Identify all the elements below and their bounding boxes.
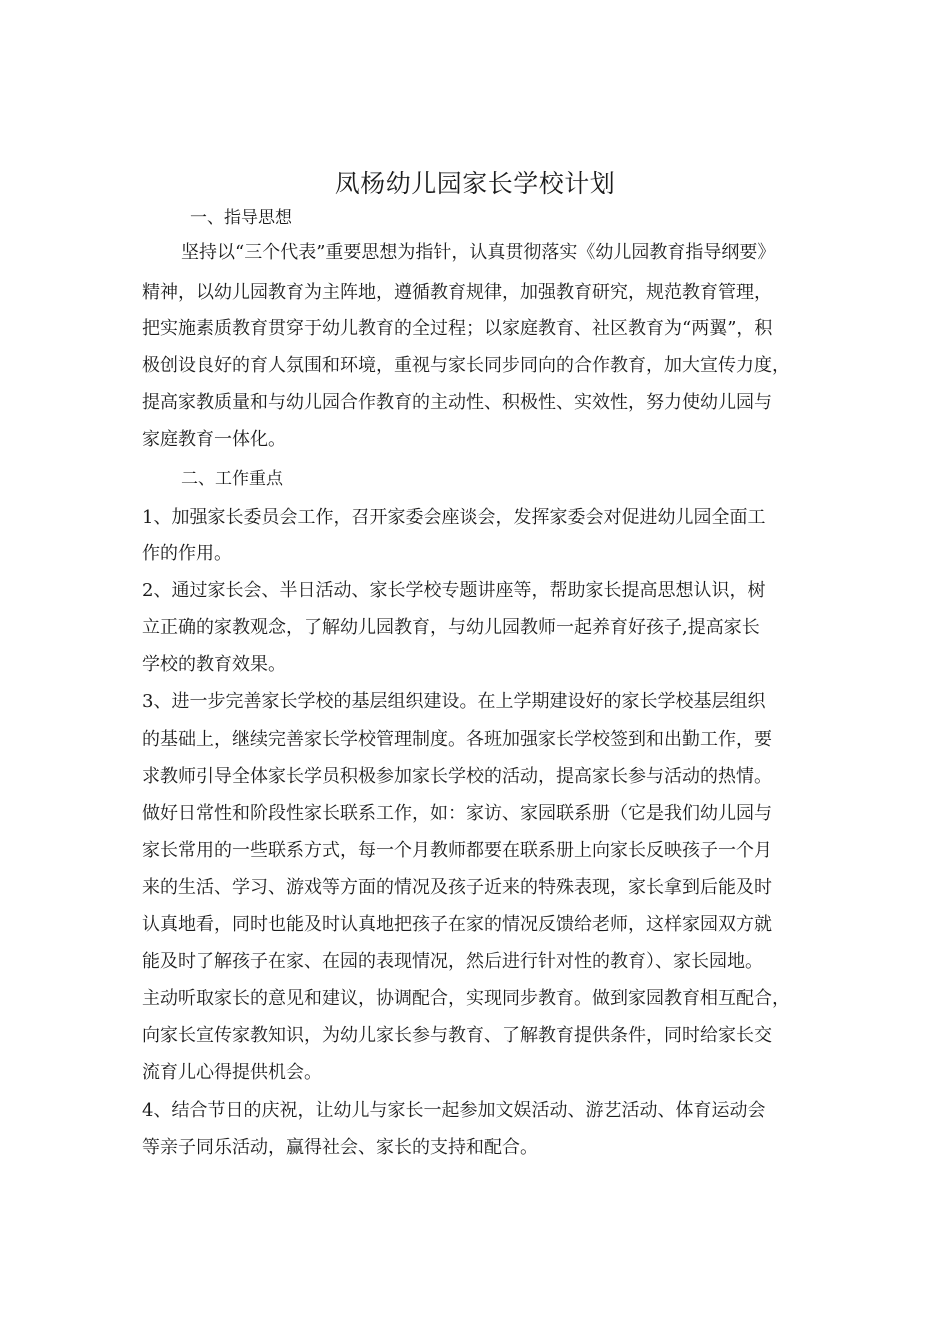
list-item-line: 主动听取家长的意见和建议，协调配合，实现同步教育。做到家园教育相互配合， bbox=[142, 988, 790, 1009]
list-item-line: 4、结合节日的庆祝，让幼儿与家长一起参加文娱活动、游艺活动、体育运动会 bbox=[142, 1100, 766, 1121]
list-item-line: 来的生活、学习、游戏等方面的情况及孩子近来的特殊表现，家长拿到后能及时 bbox=[142, 877, 772, 898]
section-heading-work-focus: 二、工作重点 bbox=[181, 469, 283, 489]
list-item-line: 作的作用。 bbox=[142, 543, 232, 564]
paragraph-line: 把实施素质教育贯穿于幼儿教育的全过程；以家庭教育、社区教育为“两翼”，积 bbox=[142, 318, 773, 339]
paragraph-line: 家庭教育一体化。 bbox=[142, 429, 286, 450]
list-item-line: 3、进一步完善家长学校的基层组织建设。在上学期建设好的家长学校基层组织 bbox=[142, 691, 766, 712]
paragraph-line: 坚持以“三个代表”重要思想为指针，认真贯彻落实《幼儿园教育指导纲要》 bbox=[181, 242, 776, 263]
list-item-line: 2、通过家长会、半日活动、家长学校专题讲座等，帮助家长提高思想认识，树 bbox=[142, 580, 766, 601]
paragraph-line: 极创设良好的育人氛围和环境，重视与家长同步同向的合作教育，加大宣传力度， bbox=[142, 355, 790, 376]
list-item-line: 1、加强家长委员会工作，召开家委会座谈会，发挥家委会对促进幼儿园全面工 bbox=[142, 507, 766, 528]
list-item-line: 家长常用的一些联系方式，每一个月教师都要在联系册上向家长反映孩子一个月 bbox=[142, 840, 772, 861]
paragraph-line: 提高家教质量和与幼儿园合作教育的主动性、积极性、实效性，努力使幼儿园与 bbox=[142, 392, 772, 413]
list-item-line: 流育儿心得提供机会。 bbox=[142, 1062, 322, 1083]
list-item-line: 学校的教育效果。 bbox=[142, 654, 286, 675]
document-title: 凤杨幼儿园家长学校计划 bbox=[334, 169, 616, 198]
list-item-line: 向家长宣传家教知识，为幼儿家长参与教育、了解教育提供条件，同时给家长交 bbox=[142, 1025, 772, 1046]
list-item-line: 立正确的家教观念，了解幼儿园教育，与幼儿园教师一起养育好孩子,提高家长 bbox=[142, 617, 760, 638]
section-heading-guiding-ideology: 一、指导思想 bbox=[190, 208, 292, 228]
paragraph-line: 精神，以幼儿园教育为主阵地，遵循教育规律，加强教育研究，规范教育管理， bbox=[142, 282, 772, 303]
list-item-line: 求教师引导全体家长学员积极参加家长学校的活动，提高家长参与活动的热情。 bbox=[142, 766, 772, 787]
list-item-line: 能及时了解孩子在家、在园的表现情况，然后进行针对性的教育）、家长园地。 bbox=[142, 951, 763, 972]
list-item-line: 做好日常性和阶段性家长联系工作，如：家访、家园联系册（它是我们幼儿园与 bbox=[142, 803, 772, 824]
list-item-line: 等亲子同乐活动，赢得社会、家长的支持和配合。 bbox=[142, 1137, 538, 1158]
list-item-line: 的基础上，继续完善家长学校管理制度。各班加强家长学校签到和出勤工作，要 bbox=[142, 729, 772, 750]
list-item-line: 认真地看，同时也能及时认真地把孩子在家的情况反馈给老师，这样家园双方就 bbox=[142, 914, 772, 935]
